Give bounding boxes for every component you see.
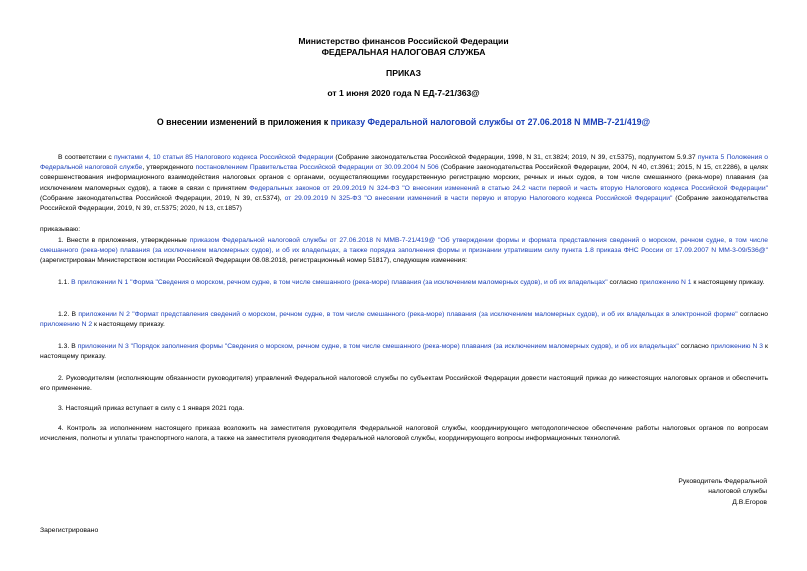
item-1-3-text-1: 1.3. В: [58, 343, 78, 350]
federal-law-324-link[interactable]: Федеральных законов от 29.09.2019 N 324-ФЗ "О внесении изменений в статью 24.2 части первой и часть вторую Налогового кодекса Российской Федерации": [249, 184, 768, 192]
signature-name: Д.В.Егоров: [732, 498, 767, 506]
item-1-2-paragraph: [40, 310, 768, 330]
fns-regulation-link[interactable]: пункта 5 Положения о Федеральной налоговой службе: [40, 154, 768, 172]
item-1-text-1: 1. Внести в приложения, утвержденные: [58, 237, 190, 244]
signature-block: [678, 477, 767, 508]
item-1-text-2: (зарегистрирован Министерством юстиции Российской Федерации 08.08.2018, регистрационный номер 51817), следующие изменения:: [40, 257, 467, 265]
item-4-paragraph: 4. Контроль за исполнением настоящего приказа возложить на заместителя руководителя Федеральной налоговой службы, координирующего методологическое обеспечение работы налоговых органов по вопросам исчисления, полноты и уплаты транспортного налога, а также на заместителя руководителя Федеральной налоговой службы, координирующего вопросы информационных технологий.: [40, 425, 768, 443]
appendix-1-form-link[interactable]: В приложении N 1 "Форма "Сведения о морском, речном судне, в том числе смешанного (река-море) плавания (за исключением маломерных судов), и об их владельцах": [71, 279, 608, 286]
registered-note: Зарегистрировано: [40, 527, 99, 534]
appendix-2-format-link[interactable]: приложении N 2 "Формат представления сведений о морском, речном судне, в том числе смешанного (река-море) плавания (за исключением маломерных судов), и об их владельцах в электронной форме": [78, 311, 738, 318]
item-1-3-text-2: согласно: [678, 343, 711, 350]
preamble-text-6: (Собрание законодательства Российской Федерации, 2019, N 39, ст.5375; 2020, N 13, ст.1857): [40, 194, 768, 213]
preamble-text-4: (Собрание законодательства Российской Федерации, 2004, N 40, ст.3961; 2015, N 15, ст.2286), в целях совершенствования информационного взаимодействия налоговых органов с органами, осуществляющими государственную регистрацию морских, речных и иных судов, в том числе смешанного (река-море) плавания (за исключением маломерных судов), а также в связи с принятием: [40, 164, 768, 192]
order-419-link[interactable]: приказом Федеральной налоговой службы от 27.06.2018 N ММВ-7-21/419@ "Об утверждении формы и формата представления сведений о морском, речном судне, в том числе смешанного (река-море) плавания (за исключением маломерных судов), и об их владельцах, а также порядка заполнения формы и признании утратившим силу пункта 1.8 приказа ФНС России от 17.09.2007 N ММ-3-09/536@": [40, 237, 768, 255]
item-1-3-paragraph: [40, 342, 768, 362]
federal-law-325-link[interactable]: от 29.09.2019 N 325-ФЗ "О внесении изменений в части первую и вторую Налогового кодекса Российской Федерации": [284, 194, 673, 202]
ministry-heading: Министерство финансов Российской Федерации: [298, 36, 509, 46]
item-1-1-text-1: 1.1.: [58, 279, 72, 286]
date-number-heading: от 1 июня 2020 года N ЕД-7-21/363@: [327, 88, 480, 98]
item-1-2-text-3: к настоящему приказу.: [92, 321, 165, 329]
signature-organization: налоговой службы: [708, 488, 767, 496]
signature-position: Руководитель Федеральной: [678, 478, 767, 485]
item-1-3-text-3: к настоящему приказу.: [40, 343, 768, 361]
tax-code-link[interactable]: пунктами 4, 10 статьи 85 Налогового кодекса Российской Федерации: [113, 154, 334, 161]
preamble-paragraph: [40, 153, 768, 214]
preamble-text-3: , утвержденного: [142, 164, 196, 172]
preamble-text-2: (Собрание законодательства Российской Федерации, 1998, N 31, ст.3824; 2019, N 39, ст.5375), подпунктом 5.9.37: [333, 154, 698, 161]
item-2-paragraph: 2. Руководителям (исполняющим обязанности руководителя) управлений Федеральной налоговой службы по субъектам Российской Федерации довести настоящий приказ до нижестоящих налоговых органов и обеспечить его применение.: [40, 375, 768, 393]
item-3-paragraph: 3. Настоящий приказ вступает в силу с 1 января 2021 года.: [58, 405, 245, 412]
preamble-text-1: В соответствии с: [58, 154, 114, 161]
order-word: приказываю:: [40, 226, 81, 233]
item-1-paragraph: [40, 236, 768, 267]
item-1-1-text-3: к настоящему приказу.: [691, 279, 765, 286]
doc-type-heading: ПРИКАЗ: [386, 68, 421, 78]
item-1-2-text-1: 1.2. В: [58, 311, 79, 318]
appendix-2-link[interactable]: приложению N 2: [40, 321, 93, 329]
title-order-link[interactable]: приказу Федеральной налоговой службы от 27.06.2018 N ММВ-7-21/419@: [330, 117, 651, 127]
document-title: [0, 117, 807, 127]
item-1-1-text-2: согласно: [607, 279, 640, 286]
item-1-2-text-2: согласно: [737, 311, 768, 318]
item-1-1-paragraph: [40, 278, 768, 288]
title-prefix: О внесении изменений в приложения к: [156, 117, 331, 127]
government-decree-link[interactable]: постановлением Правительства Российской Федерации от 30.09.2004 N 506: [195, 164, 439, 172]
preamble-text-5: (Собрание законодательства Российской Федерации, 2019, N 39, ст.5374),: [40, 194, 285, 202]
service-heading: ФЕДЕРАЛЬНАЯ НАЛОГОВАЯ СЛУЖБА: [321, 47, 486, 57]
appendix-3-link[interactable]: приложению N 3: [710, 343, 764, 350]
appendix-3-procedure-link[interactable]: приложении N 3 "Порядок заполнения формы "Сведения о морском, речном судне, в том числе смешанного (река-море) плавания (за исключением маломерных судов), и об их владельцах": [77, 343, 679, 350]
appendix-1-link[interactable]: приложению N 1: [639, 279, 692, 286]
